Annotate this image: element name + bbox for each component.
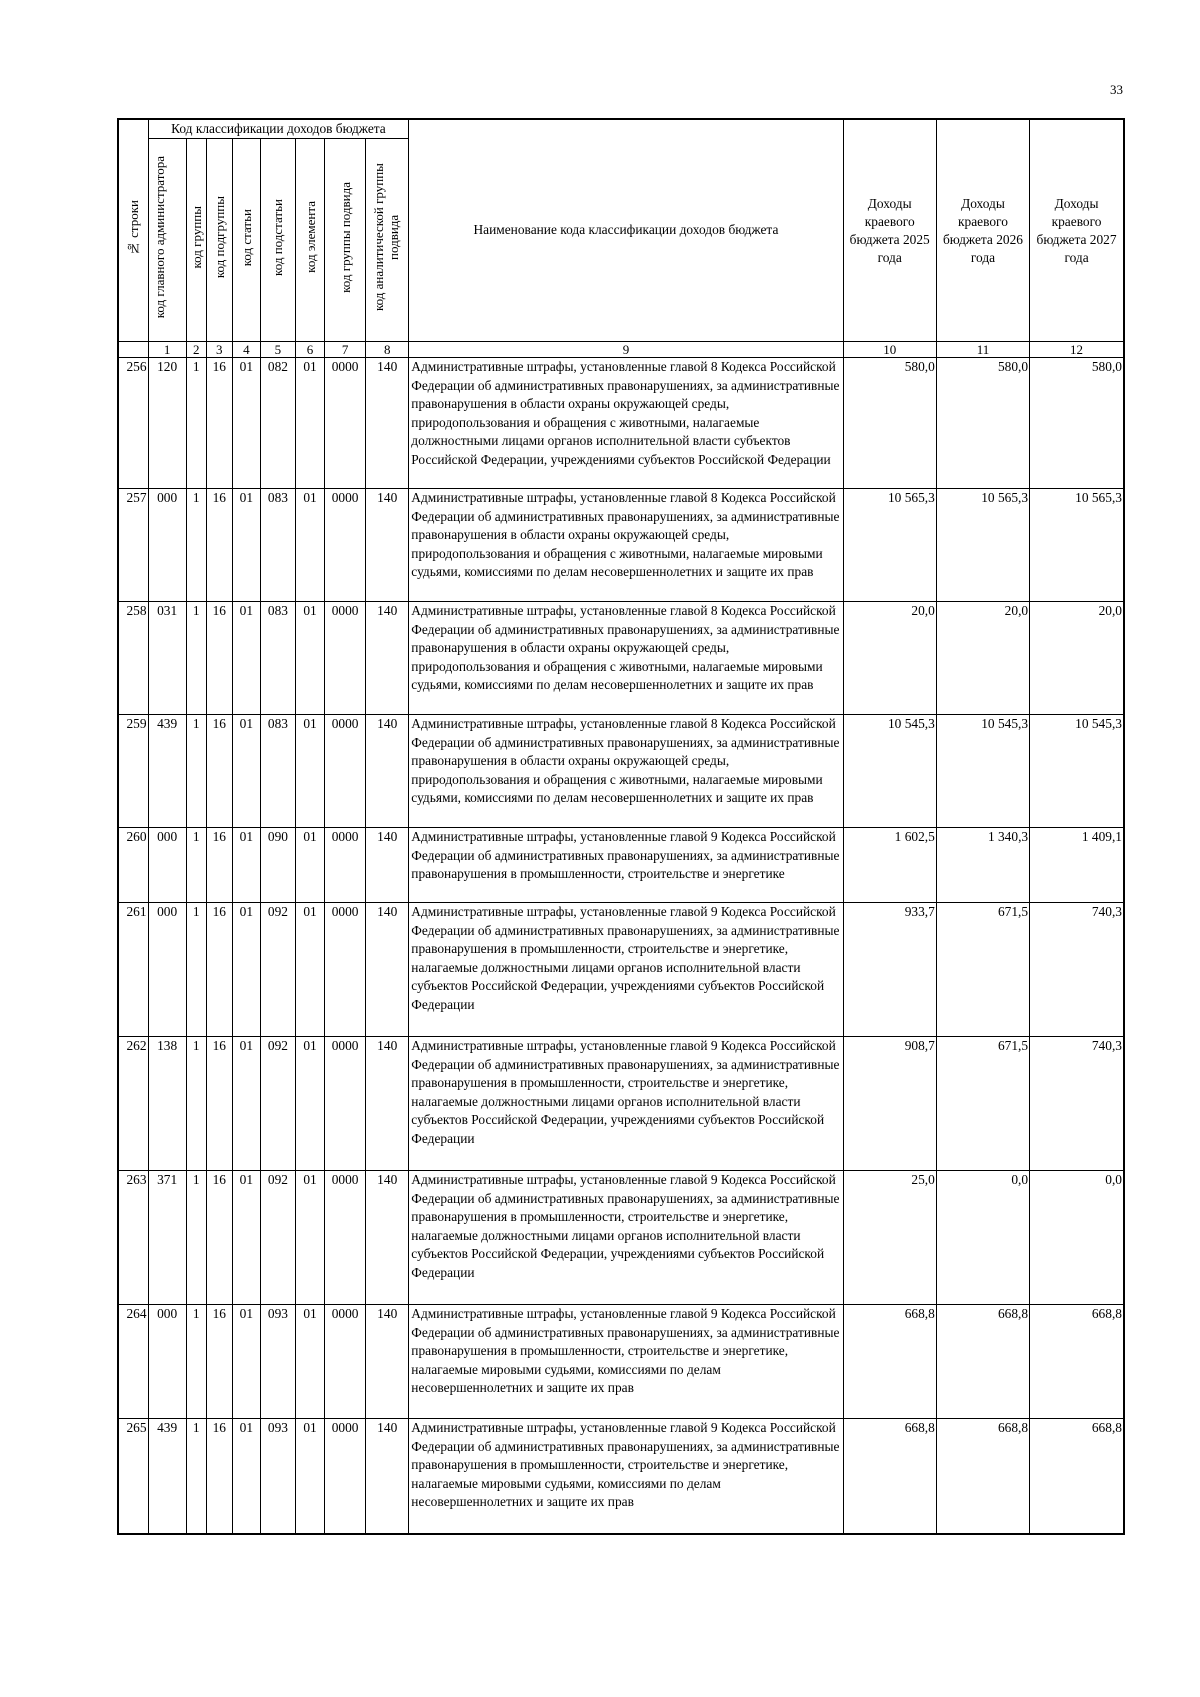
code-subgroup: 16 bbox=[206, 828, 232, 903]
column-number: 1 bbox=[148, 342, 186, 358]
classification-code-header: Код классификации доходов бюджета bbox=[148, 119, 409, 139]
code-admin: 031 bbox=[148, 602, 186, 715]
code-group: 1 bbox=[186, 715, 206, 828]
code-subarticle: 083 bbox=[260, 602, 295, 715]
code-article: 01 bbox=[232, 828, 260, 903]
income-code-name: Административные штрафы, установленные главой 8 Кодекса Российской Федерации об административных правонарушениях, за административные правонарушения в области охраны окружающей среды, природопользования и обращения с животными, налагаемые мировыми судьями, комиссиями по делам несовершеннолетних и защите их прав bbox=[409, 602, 843, 715]
column-number: 9 bbox=[409, 342, 843, 358]
income-2025: 10 545,3 bbox=[843, 715, 936, 828]
code-analytic-group: 140 bbox=[366, 903, 409, 1037]
income-2026: 671,5 bbox=[936, 903, 1029, 1037]
column-number: 10 bbox=[843, 342, 936, 358]
column-number-blank bbox=[118, 342, 148, 358]
income-code-name: Административные штрафы, установленные главой 9 Кодекса Российской Федерации об административных правонарушениях, за административные правонарушения в промышленности, строительстве и энергетике bbox=[409, 828, 843, 903]
code-admin: 000 bbox=[148, 1305, 186, 1419]
income-2026: 10 565,3 bbox=[936, 489, 1029, 602]
code-subarticle: 082 bbox=[260, 358, 295, 489]
income-2025: 580,0 bbox=[843, 358, 936, 489]
code-element: 01 bbox=[295, 602, 324, 715]
code-subtype-group: 0000 bbox=[325, 1305, 366, 1419]
income-2026: 10 545,3 bbox=[936, 715, 1029, 828]
income-code-name: Административные штрафы, установленные главой 9 Кодекса Российской Федерации об административных правонарушениях, за административные правонарушения в промышленности, строительстве и энергетике, налагаемые мировыми судьями, комиссиями по делам несовершеннолетних и защите их прав bbox=[409, 1419, 843, 1534]
income-2027-header: Доходы краевого бюджета 2027 года bbox=[1030, 119, 1124, 342]
income-2027: 10 545,3 bbox=[1030, 715, 1124, 828]
code-subtype-group: 0000 bbox=[325, 1037, 366, 1171]
income-2027: 668,8 bbox=[1030, 1305, 1124, 1419]
code-subtype-group: 0000 bbox=[325, 489, 366, 602]
code-subarticle: 092 bbox=[260, 903, 295, 1037]
code-admin: 138 bbox=[148, 1037, 186, 1171]
row-number: 265 bbox=[118, 1419, 148, 1534]
code-group: 1 bbox=[186, 828, 206, 903]
code-element: 01 bbox=[295, 1037, 324, 1171]
code-subarticle: 083 bbox=[260, 715, 295, 828]
income-2026: 0,0 bbox=[936, 1171, 1029, 1305]
income-code-name: Административные штрафы, установленные главой 8 Кодекса Российской Федерации об административных правонарушениях, за административные правонарушения в области охраны окружающей среды, природопользования и обращения с животными, налагаемые мировыми судьями, комиссиями по делам несовершеннолетних и защите их прав bbox=[409, 489, 843, 602]
code-element: 01 bbox=[295, 358, 324, 489]
code-admin: 371 bbox=[148, 1171, 186, 1305]
code-admin: 120 bbox=[148, 358, 186, 489]
income-2026-header: Доходы краевого бюджета 2026 года bbox=[936, 119, 1029, 342]
code-subarticle-header: код подстатьи bbox=[260, 139, 295, 342]
income-2025-header: Доходы краевого бюджета 2025 года bbox=[843, 119, 936, 342]
code-article: 01 bbox=[232, 715, 260, 828]
code-group: 1 bbox=[186, 602, 206, 715]
table-row bbox=[118, 715, 1124, 828]
code-element: 01 bbox=[295, 828, 324, 903]
column-number: 4 bbox=[232, 342, 260, 358]
income-2025: 908,7 bbox=[843, 1037, 936, 1171]
code-analytic-group: 140 bbox=[366, 1171, 409, 1305]
code-article: 01 bbox=[232, 1171, 260, 1305]
table-row bbox=[118, 358, 1124, 489]
code-subtype-group: 0000 bbox=[325, 358, 366, 489]
table-row bbox=[118, 903, 1124, 1037]
income-2025: 668,8 bbox=[843, 1419, 936, 1534]
code-article: 01 bbox=[232, 358, 260, 489]
code-element: 01 bbox=[295, 1305, 324, 1419]
code-analytic-group: 140 bbox=[366, 1037, 409, 1171]
income-2026: 668,8 bbox=[936, 1419, 1029, 1534]
code-article: 01 bbox=[232, 489, 260, 602]
column-number: 7 bbox=[325, 342, 366, 358]
column-number: 2 bbox=[186, 342, 206, 358]
code-admin: 000 bbox=[148, 903, 186, 1037]
code-subtype-group: 0000 bbox=[325, 1171, 366, 1305]
code-subtype-group: 0000 bbox=[325, 602, 366, 715]
code-subgroup: 16 bbox=[206, 358, 232, 489]
code-admin: 439 bbox=[148, 1419, 186, 1534]
income-2026: 20,0 bbox=[936, 602, 1029, 715]
code-group: 1 bbox=[186, 1171, 206, 1305]
code-group: 1 bbox=[186, 1305, 206, 1419]
code-analytic-group: 140 bbox=[366, 358, 409, 489]
table-row bbox=[118, 1171, 1124, 1305]
income-2026: 1 340,3 bbox=[936, 828, 1029, 903]
code-subarticle: 083 bbox=[260, 489, 295, 602]
code-analytic-group-header: код аналитической группы подвида bbox=[366, 139, 409, 342]
row-number: 260 bbox=[118, 828, 148, 903]
income-2027: 1 409,1 bbox=[1030, 828, 1124, 903]
code-subgroup-header: код подгруппы bbox=[206, 139, 232, 342]
code-element: 01 bbox=[295, 1419, 324, 1534]
code-analytic-group: 140 bbox=[366, 715, 409, 828]
code-element-header: код элемента bbox=[295, 139, 324, 342]
income-2025: 20,0 bbox=[843, 602, 936, 715]
code-subtype-group: 0000 bbox=[325, 828, 366, 903]
income-2027: 580,0 bbox=[1030, 358, 1124, 489]
row-number: 256 bbox=[118, 358, 148, 489]
code-analytic-group: 140 bbox=[366, 1419, 409, 1534]
page-number: 33 bbox=[1110, 82, 1123, 97]
code-element: 01 bbox=[295, 903, 324, 1037]
code-subgroup: 16 bbox=[206, 489, 232, 602]
column-number: 11 bbox=[936, 342, 1029, 358]
table-row bbox=[118, 602, 1124, 715]
code-subarticle: 092 bbox=[260, 1171, 295, 1305]
income-code-name: Административные штрафы, установленные главой 9 Кодекса Российской Федерации об административных правонарушениях, за административные правонарушения в промышленности, строительстве и энергетике, налагаемые должностными лицами органов исполнительной власти субъектов Российской Федерации, учреждениями субъектов Российской Федерации bbox=[409, 903, 843, 1037]
column-number: 3 bbox=[206, 342, 232, 358]
column-number: 6 bbox=[295, 342, 324, 358]
income-2025: 1 602,5 bbox=[843, 828, 936, 903]
code-group: 1 bbox=[186, 903, 206, 1037]
income-2026: 580,0 bbox=[936, 358, 1029, 489]
row-number: 264 bbox=[118, 1305, 148, 1419]
code-subtype-group-header: код группы подвида bbox=[325, 139, 366, 342]
table-row bbox=[118, 489, 1124, 602]
income-2025: 25,0 bbox=[843, 1171, 936, 1305]
code-subtype-group: 0000 bbox=[325, 715, 366, 828]
column-number: 8 bbox=[366, 342, 409, 358]
table-row bbox=[118, 1305, 1124, 1419]
code-subarticle: 093 bbox=[260, 1419, 295, 1534]
code-element: 01 bbox=[295, 715, 324, 828]
table-body bbox=[118, 358, 1124, 1534]
code-analytic-group: 140 bbox=[366, 489, 409, 602]
row-number: 259 bbox=[118, 715, 148, 828]
row-number: 258 bbox=[118, 602, 148, 715]
code-article: 01 bbox=[232, 602, 260, 715]
code-group-header: код группы bbox=[186, 139, 206, 342]
code-article-header: код статьи bbox=[232, 139, 260, 342]
code-subgroup: 16 bbox=[206, 1037, 232, 1171]
table-row bbox=[118, 1419, 1124, 1534]
income-2026: 668,8 bbox=[936, 1305, 1029, 1419]
code-admin: 439 bbox=[148, 715, 186, 828]
code-group: 1 bbox=[186, 1419, 206, 1534]
code-analytic-group: 140 bbox=[366, 828, 409, 903]
code-subgroup: 16 bbox=[206, 1419, 232, 1534]
code-element: 01 bbox=[295, 489, 324, 602]
code-element: 01 bbox=[295, 1171, 324, 1305]
income-2026: 671,5 bbox=[936, 1037, 1029, 1171]
code-subgroup: 16 bbox=[206, 602, 232, 715]
column-number-row bbox=[118, 342, 1124, 358]
code-subgroup: 16 bbox=[206, 1305, 232, 1419]
income-code-name: Административные штрафы, установленные главой 9 Кодекса Российской Федерации об административных правонарушениях, за административные правонарушения в промышленности, строительстве и энергетике, налагаемые должностными лицами органов исполнительной власти субъектов Российской Федерации, учреждениями субъектов Российской Федерации bbox=[409, 1171, 843, 1305]
income-code-name: Административные штрафы, установленные главой 9 Кодекса Российской Федерации об административных правонарушениях, за административные правонарушения в промышленности, строительстве и энергетике, налагаемые должностными лицами органов исполнительной власти субъектов Российской Федерации, учреждениями субъектов Российской Федерации bbox=[409, 1037, 843, 1171]
row-number: 257 bbox=[118, 489, 148, 602]
code-article: 01 bbox=[232, 903, 260, 1037]
column-number: 5 bbox=[260, 342, 295, 358]
code-admin-header: код главного администратора bbox=[148, 139, 186, 342]
code-subarticle: 093 bbox=[260, 1305, 295, 1419]
income-2025: 933,7 bbox=[843, 903, 936, 1037]
income-2027: 668,8 bbox=[1030, 1419, 1124, 1534]
income-2027: 0,0 bbox=[1030, 1171, 1124, 1305]
income-2027: 740,3 bbox=[1030, 903, 1124, 1037]
table-row bbox=[118, 828, 1124, 903]
code-article: 01 bbox=[232, 1419, 260, 1534]
code-subgroup: 16 bbox=[206, 1171, 232, 1305]
row-number-header: № строки bbox=[118, 119, 148, 342]
row-number: 263 bbox=[118, 1171, 148, 1305]
code-group: 1 bbox=[186, 1037, 206, 1171]
column-number: 12 bbox=[1030, 342, 1124, 358]
income-code-name: Административные штрафы, установленные главой 8 Кодекса Российской Федерации об административных правонарушениях, за административные правонарушения в области охраны окружающей среды, природопользования и обращения с животными, налагаемые мировыми судьями, комиссиями по делам несовершеннолетних и защите их прав bbox=[409, 715, 843, 828]
budget-income-table bbox=[117, 118, 1125, 1535]
code-subarticle: 090 bbox=[260, 828, 295, 903]
code-analytic-group: 140 bbox=[366, 602, 409, 715]
code-group: 1 bbox=[186, 489, 206, 602]
income-2027: 740,3 bbox=[1030, 1037, 1124, 1171]
income-2027: 20,0 bbox=[1030, 602, 1124, 715]
code-subgroup: 16 bbox=[206, 715, 232, 828]
income-code-name: Административные штрафы, установленные главой 9 Кодекса Российской Федерации об административных правонарушениях, за административные правонарушения в промышленности, строительстве и энергетике, налагаемые мировыми судьями, комиссиями по делам несовершеннолетних и защите их прав bbox=[409, 1305, 843, 1419]
code-article: 01 bbox=[232, 1305, 260, 1419]
income-code-name: Административные штрафы, установленные главой 8 Кодекса Российской Федерации об административных правонарушениях, за административные правонарушения в области охраны окружающей среды, природопользования и обращения с животными, налагаемые должностными лицами органов исполнительной власти субъектов Российской Федерации, учреждениями субъектов Российской Федерации bbox=[409, 358, 843, 489]
name-header: Наименование кода классификации доходов бюджета bbox=[409, 119, 843, 342]
code-analytic-group: 140 bbox=[366, 1305, 409, 1419]
code-subarticle: 092 bbox=[260, 1037, 295, 1171]
code-article: 01 bbox=[232, 1037, 260, 1171]
row-number: 261 bbox=[118, 903, 148, 1037]
code-admin: 000 bbox=[148, 828, 186, 903]
code-subgroup: 16 bbox=[206, 903, 232, 1037]
code-group: 1 bbox=[186, 358, 206, 489]
income-2025: 10 565,3 bbox=[843, 489, 936, 602]
code-admin: 000 bbox=[148, 489, 186, 602]
code-subtype-group: 0000 bbox=[325, 1419, 366, 1534]
row-number: 262 bbox=[118, 1037, 148, 1171]
code-subtype-group: 0000 bbox=[325, 903, 366, 1037]
income-2027: 10 565,3 bbox=[1030, 489, 1124, 602]
table-row bbox=[118, 1037, 1124, 1171]
income-2025: 668,8 bbox=[843, 1305, 936, 1419]
